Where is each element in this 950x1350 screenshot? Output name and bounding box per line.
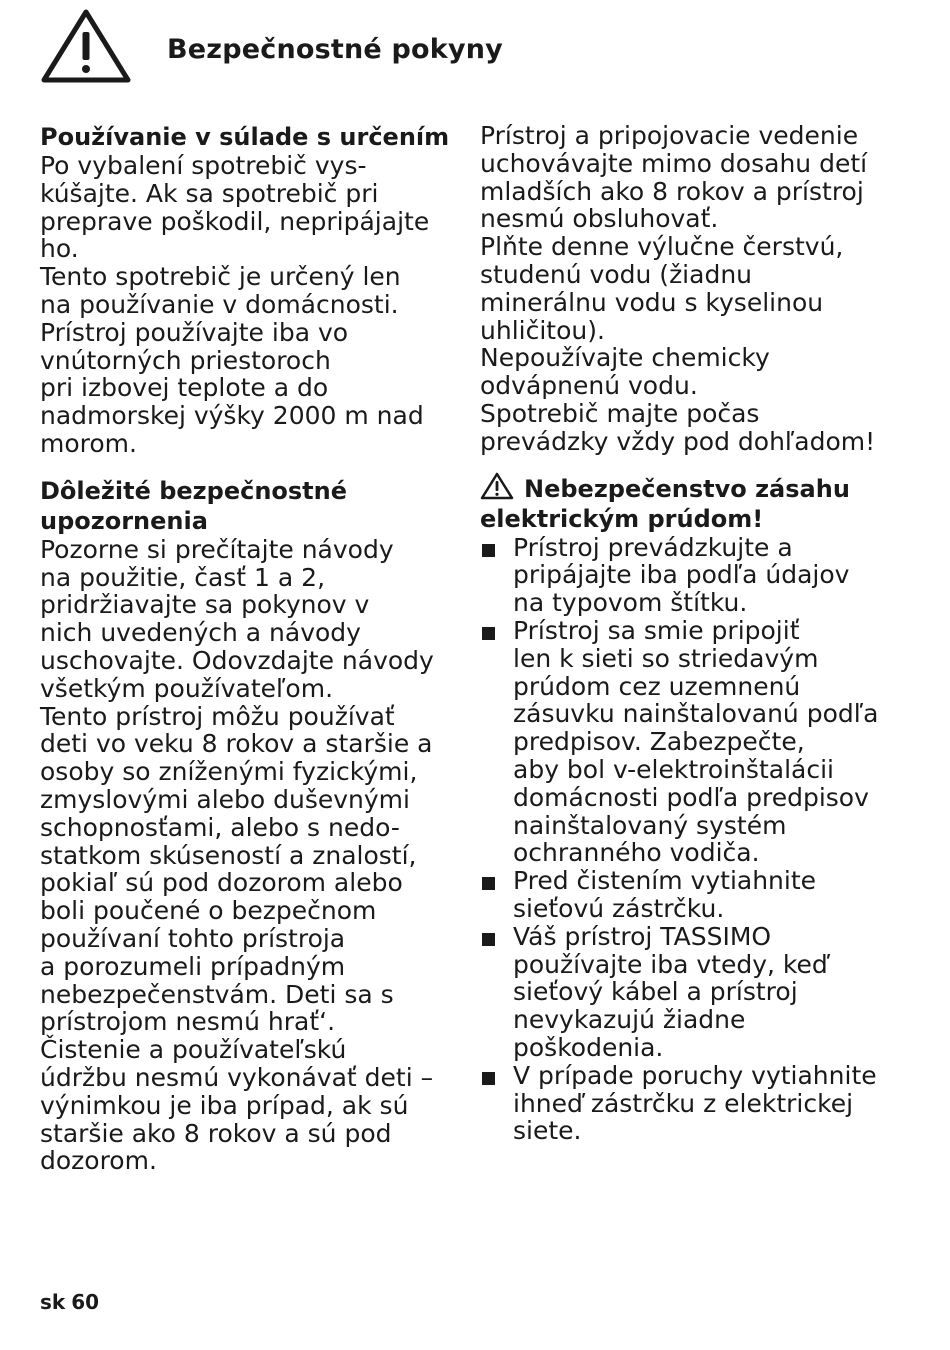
list-item <box>480 534 900 617</box>
heading-line: elektrickým prúdom! <box>480 504 764 533</box>
text-line: poškodenia. <box>513 1032 664 1062</box>
electric-shock-warning-heading <box>480 472 900 534</box>
text-line: na typovom štítku. <box>513 588 748 618</box>
text-line: zásuvku nainštalovanú podľa <box>513 699 879 729</box>
text-line: nesmú obsluhovať. <box>480 204 719 234</box>
text-line: nich uvedených a návody <box>40 618 361 648</box>
page-footer <box>40 1290 105 1314</box>
text-line: uchovávajte mimo dosahu detí <box>480 148 868 178</box>
text-line: výnimkou je iba prípad, ak sú <box>40 1090 409 1120</box>
text-line: odvápnenú vodu. <box>480 371 698 401</box>
text-line: dozorom. <box>40 1146 157 1176</box>
text-line: na používanie v domácnosti. <box>40 289 399 319</box>
text-line: údržbu nesmú vykonávať deti – <box>40 1062 434 1092</box>
text-line: Spotrebič majte počas <box>480 398 760 428</box>
bullet-square-icon <box>482 877 495 890</box>
text-line: Pozorne si prečítajte návody <box>40 534 394 564</box>
text-line: uschovajte. Odovzdajte návody <box>40 645 434 675</box>
list-item <box>480 923 900 1062</box>
text-line: preprave poškodil, nepripájajte <box>40 206 430 236</box>
language-code: sk <box>40 1290 66 1314</box>
text-line: používaní tohto prístroja <box>40 923 346 953</box>
text-line: nevykazujú žiadne <box>513 1005 746 1035</box>
text-line: aby bol v-elektroinštalácii <box>513 754 834 784</box>
text-line: pripájajte iba podľa údajov <box>513 560 850 590</box>
text-line: staršie ako 8 rokov a sú pod <box>40 1118 392 1148</box>
text-line: V prípade poruchy vytiahnite <box>513 1060 877 1090</box>
text-line: domácnosti podľa predpisov <box>513 782 869 812</box>
intro-paragraphs <box>480 122 900 456</box>
page-title: Bezpečnostné pokyny <box>167 34 503 65</box>
section-heading-safety <box>40 476 458 536</box>
heading-line: upozornenia <box>40 506 208 535</box>
text-line: studenú vodu (žiadnu <box>480 259 753 289</box>
heading-line <box>480 472 900 504</box>
text-line: sieťovú zástrčku. <box>513 893 725 923</box>
bullet-square-icon <box>482 933 495 946</box>
text-line: vnútorných priestoroch <box>40 345 331 375</box>
text-line: Nepoužívajte chemicky <box>480 343 770 373</box>
text-line: ochranného vodiča. <box>513 838 760 868</box>
section-body-intended-use <box>40 152 458 458</box>
section-heading-intended-use: Používanie v súlade s určením <box>40 123 450 151</box>
text-line: kúšajte. Ak sa spotrebič pri <box>40 178 379 208</box>
text-line: ho. <box>40 234 79 264</box>
text-line: ihneď zástrčku z elektrickej <box>513 1088 854 1118</box>
text-line: nainštalovaný systém <box>513 810 787 840</box>
text-line: používajte iba vtedy, keď <box>513 949 828 979</box>
text-line: a porozumeli prípadným <box>40 951 346 981</box>
list-item <box>480 1062 900 1145</box>
text-line: statkom skúseností a znalostí, <box>40 840 417 870</box>
text-line: nebezpečenstvám. Deti sa s <box>40 979 394 1009</box>
text-line: prúdom cez uzemnenú <box>513 671 801 701</box>
text-line: pri izbovej teplote a do <box>40 373 329 403</box>
list-item <box>480 867 900 923</box>
text-line: prevádzky vždy pod dohľadom! <box>480 426 876 456</box>
text-line: Váš prístroj TASSIMO <box>513 921 772 951</box>
heading-line: Dôležité bezpečnostné <box>40 476 348 505</box>
text-line: mladších ako 8 rokov a prístroj <box>480 176 864 206</box>
warning-triangle-small-icon <box>480 472 514 500</box>
text-line: nadmorskej výšky 2000 m nad <box>40 401 424 431</box>
text-line: sieťový kábel a prístroj <box>513 977 798 1007</box>
text-line: zmyslovými alebo duševnými <box>40 784 410 814</box>
text-line: predpisov. Zabezpečte, <box>513 727 805 757</box>
left-column <box>40 122 458 1175</box>
text-line: Prístroj sa smie pripojiť <box>513 615 800 645</box>
text-line: pridržiavajte sa pokynov v <box>40 590 370 620</box>
list-item <box>480 617 900 867</box>
text-line: Pred čistením vytiahnite <box>513 866 817 896</box>
text-line: Prístroj prevádzkujte a <box>513 532 793 562</box>
text-line: schopnosťami, alebo s nedo- <box>40 812 400 842</box>
right-column <box>480 122 900 1145</box>
text-line: uhličitou). <box>480 315 605 345</box>
text-line: Prístroj a pripojovacie vedenie <box>480 121 859 150</box>
text-line: Plňte denne výlučne čerstvú, <box>480 232 844 262</box>
text-line: deti vo veku 8 rokov a staršie a <box>40 729 433 759</box>
text-line: Tento prístroj môžu používať <box>40 701 395 731</box>
page-header <box>40 8 920 84</box>
warning-triangle-icon <box>40 8 132 84</box>
text-line: na použitie, časť 1 a 2, <box>40 562 326 592</box>
page-number: 60 <box>71 1290 100 1314</box>
text-line: pokiaľ sú pod dozorom alebo <box>40 868 403 898</box>
warning-heading-text: Nebezpečenstvo zásahu <box>524 474 850 503</box>
text-line: všetkým používateľom. <box>40 673 334 703</box>
text-line: siete. <box>513 1116 582 1146</box>
text-line: morom. <box>40 428 137 458</box>
bullet-square-icon <box>482 1072 495 1085</box>
section-body-safety <box>40 536 458 1175</box>
text-line: Prístroj používajte iba vo <box>40 317 349 347</box>
text-line: Tento spotrebič je určený len <box>40 262 401 292</box>
text-line: boli poučené o bezpečnom <box>40 896 377 926</box>
text-line: prístrojom nesmú hrať‘. <box>40 1007 336 1037</box>
safety-bullet-list <box>480 534 900 1146</box>
text-line: osoby so zníženými fyzickými, <box>40 757 418 787</box>
bullet-square-icon <box>482 544 495 557</box>
text-line: len k sieti so striedavým <box>513 643 819 673</box>
text-line: minerálnu vodu s kyselinou <box>480 287 824 317</box>
text-line: Čistenie a používateľskú <box>40 1035 347 1065</box>
text-line: Po vybalení spotrebič vys- <box>40 151 367 180</box>
bullet-square-icon <box>482 627 495 640</box>
